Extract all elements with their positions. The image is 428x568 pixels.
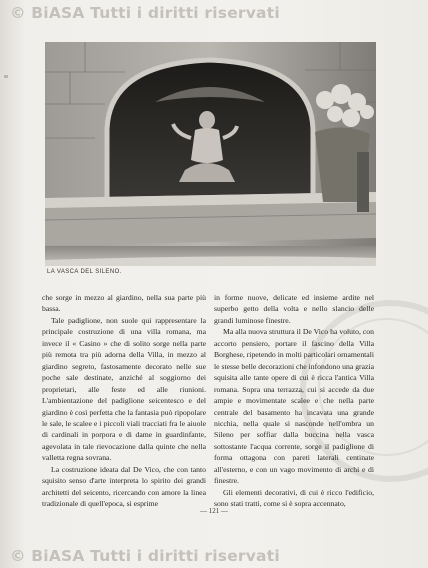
page-number: — 121 — [200,507,228,515]
text-column-left [42,292,206,510]
paragraph: che sorge in mezzo al giardino, nella sua parte più bassa. [42,293,206,314]
paragraph: Tale padiglione, non suole qui rappresentare la principale costruzione di una villa romana, ma invece il « Casino » che di solito sorge nella parte più remota tra più adorna della Villa, in mezzo al giardino segreto, fastosamente decorato nelle sue poche sale destinate, anziché al soggiorno dei proprietari, alle feste ed alle riunioni. L'ambientazione del padiglione seicentesco e del giardino è così perfetta che la fantasia può ripopolare le sale, le scalee e i piccoli viali tracciati fra le aiuole di cardinali in porpora e di dame in guardinfante, agevolata in tale rievocazione dalla quinte che nella valletta regna sovrana. [42,315,206,463]
paragraph: La costruzione ideata dal De Vico, che con tanto squisito senso d'arte interpreta lo spirito dei grandi architetti del seicento, ricercando con amore la linea tradizionale di quell'epoca, si esprime [42,464,206,509]
paragraph: Ma alla nuova struttura il De Vico ha voluto, con accorto pensiero, portare il fascino della Villa Borghese, ripetendo in molti particolari ornamentali le stesse belle decorazioni che infondono una grazia squisita alle tante opere di cui è ricca l'antica Villa romana. Sopra una terrazza, cui si accede da due ampie e movimentate scalee e che nella parte centrale del basamento ha incavata una grande nicchia, nella quale si nasconde nell'ombra un Sileno per soffiar dalla buccina nella vasca sottostante l'acqua corrente, sorge il padiglione di forma ottagona con pareti laterali centinate all'esterno, e con un vago movimento di archi e di finestre. [214,327,374,486]
watermark-top: © BiASA Tutti i diritti riservati [10,4,280,22]
margin-mark [4,75,8,78]
paragraph: Gli elementi decorativi, di cui è ricco l'edificio, sono stati tratti, come si è sopra accennato, [214,487,374,509]
watermark-bottom: © BiASA Tutti i diritti riservati [10,547,280,565]
paragraph: in forme nuove, delicate ed insieme ardite nel superbo getto della volta e nello slancio delle grandi luminose finestre. [214,293,374,325]
fountain-photograph [45,42,376,266]
text-column-right [214,292,374,510]
figure-caption: LA VASCA DEL SILENO. [47,269,122,275]
fountain-image [45,42,376,266]
